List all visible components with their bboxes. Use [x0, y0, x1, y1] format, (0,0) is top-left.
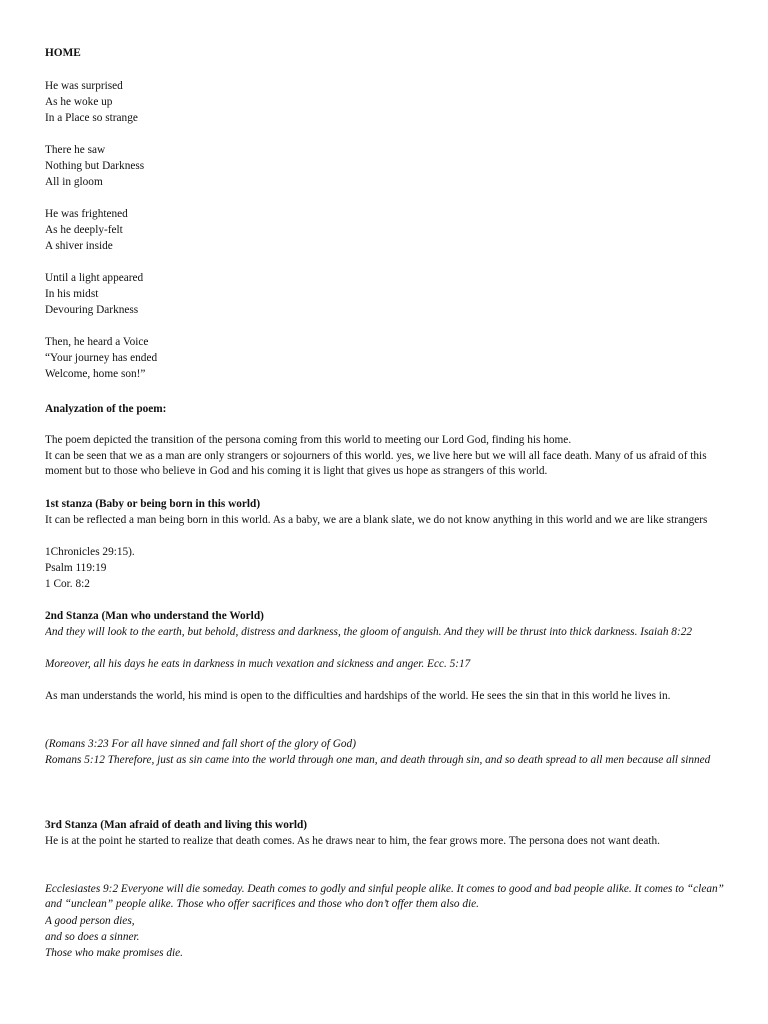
poem-line: “Your journey has ended: [45, 352, 158, 364]
scripture-quote: Moreover, all his days he eats in darkness in much vexation and sickness and anger. Ecc. 5:17: [45, 658, 471, 670]
scripture-reference: 1Chronicles 29:15).: [45, 546, 135, 558]
section-heading: 2nd Stanza (Man who understand the World): [45, 610, 264, 622]
analysis-paragraph: It can be seen that we as a man are only strangers or sojourners of this world. yes, we live here but we will all face death. Many of us afraid of this moment but to those who believe in God and his coming it is light that gives us hope as strangers of this world.: [45, 450, 707, 477]
scripture-quote: Romans 5:12 Therefore, just as sin came into the world through one man, and death through sin, and so death spread to all men because all sinned: [45, 754, 711, 766]
section-text: He is at the point he started to realize that death comes. As he draws near to him, the fear grows more. The persona does not want death.: [45, 835, 660, 847]
analysis-heading: Analyzation of the poem:: [45, 403, 167, 415]
poem-line: All in gloom: [45, 176, 103, 188]
poem-line: A shiver inside: [45, 240, 113, 252]
analysis-paragraph: The poem depicted the transition of the persona coming from this world to meeting our Lord God, finding his home.: [45, 434, 572, 446]
scripture-line: and so does a sinner.: [45, 931, 140, 943]
poem-line: In a Place so strange: [45, 112, 138, 124]
poem-line: As he deeply-felt: [45, 224, 123, 236]
scripture-quote: And they will look to the earth, but behold, distress and darkness, the gloom of anguish. And they will be thrust into thick darkness. Isaiah 8:22: [45, 626, 693, 638]
scripture-line: A good person dies,: [45, 915, 135, 927]
section-heading: 3rd Stanza (Man afraid of death and living this world): [45, 819, 308, 831]
poem-line: In his midst: [45, 288, 99, 300]
scripture-quote: Ecclesiastes 9:2 Everyone will die someday. Death comes to godly and sinful people alike. It comes to good and bad people alike. It comes to “clean” and “unclean” people alike. Those who offer sacrifices and those who don’t offer them also die.: [45, 883, 724, 910]
poem-line: Until a light appeared: [45, 272, 144, 284]
section-text: As man understands the world, his mind is open to the difficulties and hardships of the world. He sees the sin that in this world he lives in.: [45, 690, 671, 702]
document-title: HOME: [45, 47, 81, 59]
poem-line: Devouring Darkness: [45, 304, 139, 316]
poem-line: He was frightened: [45, 208, 128, 220]
poem-line: Then, he heard a Voice: [45, 336, 149, 348]
poem-line: Nothing but Darkness: [45, 160, 145, 172]
poem-line: As he woke up: [45, 96, 113, 108]
poem-line: There he saw: [45, 144, 106, 156]
section-heading: 1st stanza (Baby or being born in this world): [45, 498, 261, 510]
poem-line: Welcome, home son!”: [45, 368, 146, 380]
scripture-reference: 1 Cor. 8:2: [45, 578, 90, 590]
scripture-quote: (Romans 3:23 For all have sinned and fall short of the glory of God): [45, 738, 356, 750]
scripture-reference: Psalm 119:19: [45, 562, 107, 574]
section-text: It can be reflected a man being born in this world. As a baby, we are a blank slate, we do not know anything in this world and we are like strangers: [45, 514, 708, 526]
scripture-line: Those who make promises die.: [45, 947, 183, 959]
poem-line: He was surprised: [45, 80, 123, 92]
